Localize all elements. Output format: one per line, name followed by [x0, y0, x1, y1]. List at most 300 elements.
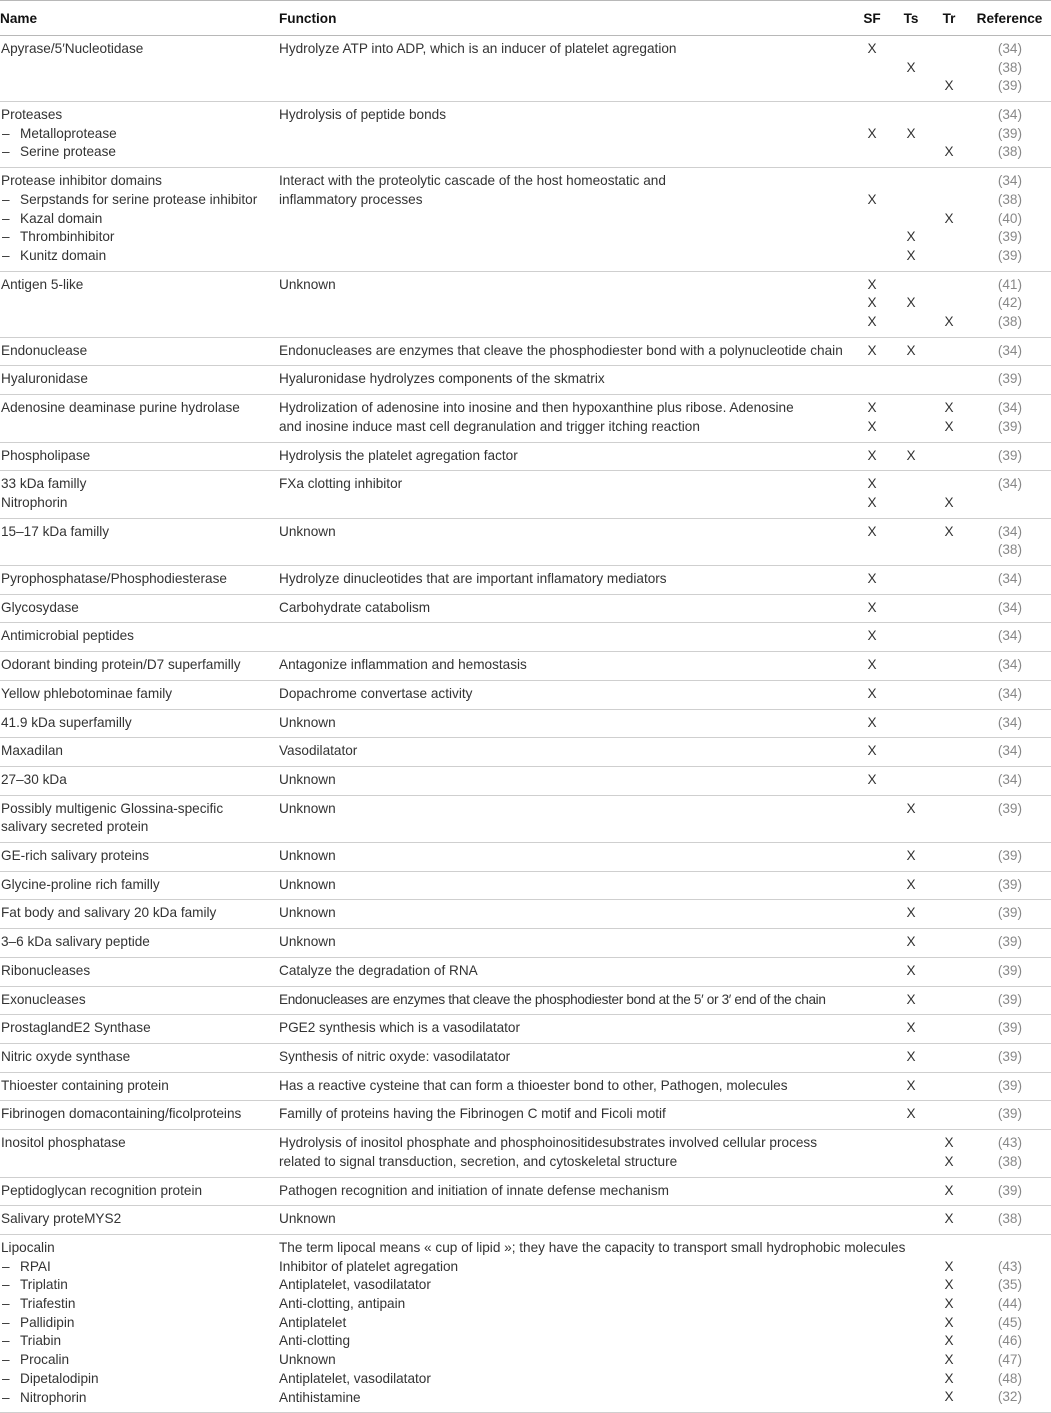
- cell-name: [0, 709, 279, 738]
- tr-mark: X: [944, 314, 954, 330]
- cell-ts: [892, 471, 930, 518]
- cell-ts: [892, 738, 930, 767]
- protein-name: Exonucleases: [1, 991, 86, 1007]
- ts-mark: [892, 627, 930, 646]
- cell-tr: [930, 518, 968, 565]
- cell-tr: [930, 442, 968, 471]
- name-line: [1, 656, 279, 675]
- cell-ts: [892, 337, 930, 366]
- sf-mark: [852, 1134, 892, 1153]
- reference-citation: (38): [997, 314, 1022, 330]
- protein-name: Pyrophosphatase/Phosphodiesterase: [1, 571, 227, 587]
- function-line: Unknown: [279, 276, 336, 292]
- tr-mark: X: [944, 1295, 954, 1311]
- cell-tr: [930, 395, 968, 442]
- cell-reference: [968, 986, 1051, 1015]
- function-line: Antihistamine: [279, 1389, 361, 1405]
- cell-function: [279, 594, 852, 623]
- cell-function: [279, 766, 852, 795]
- tr-mark: [930, 228, 968, 247]
- sf-mark: [852, 228, 892, 247]
- name-line: [1, 771, 279, 790]
- tr-mark: [930, 541, 968, 560]
- reference-citation: (39): [997, 371, 1022, 387]
- table-row: [0, 900, 1051, 929]
- name-line: [1, 1258, 279, 1277]
- table-row: [0, 1044, 1051, 1073]
- ts-mark: [892, 1276, 930, 1295]
- protein-name: Apyrase/5′Nucleotidase: [1, 41, 144, 56]
- reference-citation: (43): [997, 1258, 1022, 1274]
- function-line: Anti-clotting, antipain: [279, 1296, 406, 1312]
- tr-mark: [930, 800, 968, 819]
- table-row: [0, 986, 1051, 1015]
- cell-name: [0, 395, 279, 442]
- cell-tr: [930, 36, 968, 102]
- cell-tr: [930, 271, 968, 337]
- cell-reference: [968, 471, 1051, 518]
- tr-mark: [930, 904, 968, 923]
- tr-mark: [930, 40, 968, 59]
- sf-mark: [852, 1153, 892, 1172]
- cell-sf: [852, 738, 892, 767]
- protein-name: Nitrophorin: [1, 494, 68, 510]
- function-line: Unknown: [279, 876, 336, 892]
- cell-sf: [852, 929, 892, 958]
- tr-mark: [930, 876, 968, 895]
- protein-name: Maxadilan: [1, 743, 63, 759]
- table-row: [0, 518, 1051, 565]
- function-line: Antiplatelet, vasodilatator: [279, 1370, 431, 1386]
- cell-reference: [968, 1234, 1051, 1412]
- name-line: [1, 228, 279, 247]
- tr-mark: X: [944, 210, 954, 226]
- ts-mark: X: [906, 1106, 916, 1122]
- function-line: Hydrolysis the platelet agregation factor: [279, 447, 518, 463]
- sf-mark: X: [867, 276, 877, 292]
- sf-mark: [852, 1182, 892, 1201]
- tr-mark: [930, 685, 968, 704]
- sf-mark: [852, 1351, 892, 1370]
- function-line: Unknown: [279, 523, 336, 539]
- sf-mark: [852, 1370, 892, 1389]
- sub-item-name: Thrombinhibitor: [20, 229, 115, 245]
- table-row: [0, 1072, 1051, 1101]
- sub-item-name: Procalin: [20, 1352, 70, 1368]
- cell-reference: [968, 36, 1051, 102]
- reference-citation: (38): [997, 191, 1022, 207]
- cell-tr: [930, 843, 968, 872]
- ts-mark: [892, 523, 930, 542]
- tr-mark: X: [944, 144, 954, 160]
- name-line: [1, 876, 279, 895]
- cell-name: [0, 843, 279, 872]
- reference-citation: (34): [997, 107, 1022, 123]
- cell-function: [279, 795, 852, 842]
- tr-mark: [930, 125, 968, 144]
- cell-ts: [892, 395, 930, 442]
- name-line: [1, 370, 279, 389]
- ts-mark: [892, 1258, 930, 1277]
- sf-mark: [852, 1105, 892, 1124]
- cell-sf: [852, 271, 892, 337]
- table-row: [0, 271, 1051, 337]
- cell-name: [0, 738, 279, 767]
- cell-function: [279, 680, 852, 709]
- cell-name: [0, 929, 279, 958]
- ts-mark: X: [906, 1077, 916, 1093]
- ts-mark: [892, 1388, 930, 1407]
- list-dash: –: [2, 1258, 10, 1274]
- table-row: [0, 102, 1051, 168]
- reference-citation: (38): [997, 1211, 1022, 1227]
- list-dash: –: [2, 125, 10, 141]
- table-row: [0, 738, 1051, 767]
- tr-mark: [930, 475, 968, 494]
- sf-mark: [852, 933, 892, 952]
- name-line: [1, 1077, 279, 1096]
- reference-citation: (34): [997, 173, 1022, 189]
- cell-sf: [852, 518, 892, 565]
- reference-citation: (39): [997, 418, 1022, 434]
- reference-citation: (34): [997, 523, 1022, 539]
- cell-sf: [852, 652, 892, 681]
- cell-ts: [892, 36, 930, 102]
- tr-mark: [930, 342, 968, 361]
- ts-mark: [892, 742, 930, 761]
- cell-tr: [930, 709, 968, 738]
- cell-name: [0, 652, 279, 681]
- table-row: [0, 623, 1051, 652]
- function-line: FXa clotting inhibitor: [279, 476, 403, 492]
- cell-function: [279, 652, 852, 681]
- ts-mark: [892, 1370, 930, 1389]
- table-row: [0, 594, 1051, 623]
- ts-mark: [892, 685, 930, 704]
- ts-mark: [892, 541, 930, 560]
- sf-mark: X: [867, 295, 877, 311]
- protein-name: Yellow phlebotominae family: [1, 685, 173, 701]
- cell-ts: [892, 1206, 930, 1235]
- cell-tr: [930, 1101, 968, 1130]
- ts-mark: X: [906, 905, 916, 921]
- cell-name: [0, 518, 279, 565]
- cell-sf: [852, 366, 892, 395]
- table-row: [0, 1130, 1051, 1177]
- reference-citation: (47): [997, 1352, 1022, 1368]
- cell-name: [0, 471, 279, 518]
- sf-mark: X: [867, 571, 877, 587]
- reference-citation: (34): [997, 342, 1022, 358]
- tr-mark: [930, 656, 968, 675]
- protein-name: Odorant binding protein/D7 superfamilly: [1, 657, 241, 673]
- cell-reference: [968, 366, 1051, 395]
- cell-tr: [930, 168, 968, 272]
- cell-sf: [852, 1177, 892, 1206]
- function-line: The term lipocal means « cup of lipid »; they have the capacity to transport small hydrophobic molecules: [279, 1239, 906, 1255]
- sf-mark: X: [867, 191, 877, 207]
- table-row: [0, 929, 1051, 958]
- table-row: [0, 1177, 1051, 1206]
- list-dash: –: [2, 229, 10, 245]
- tr-mark: X: [944, 78, 954, 94]
- cell-name: [0, 366, 279, 395]
- list-dash: –: [2, 1370, 10, 1386]
- cell-function: [279, 738, 852, 767]
- protein-name: Peptidoglycan recognition protein: [1, 1182, 203, 1198]
- cell-function: [279, 709, 852, 738]
- table-row: [0, 471, 1051, 518]
- tr-mark: [930, 247, 968, 266]
- sub-item-name: Kazal domain: [20, 210, 103, 226]
- sf-mark: [852, 1077, 892, 1096]
- sf-mark: [852, 172, 892, 191]
- tr-mark: X: [944, 1182, 954, 1198]
- tr-mark: X: [944, 1389, 954, 1405]
- cell-reference: [968, 766, 1051, 795]
- sf-mark: X: [867, 314, 877, 330]
- name-line: [1, 247, 279, 266]
- ts-mark: X: [906, 447, 916, 463]
- function-line: Antagonize inflammation and hemostasis: [279, 657, 527, 673]
- cell-function: [279, 1234, 906, 1412]
- cell-function: [279, 1072, 852, 1101]
- cell-reference: [968, 1072, 1051, 1101]
- name-line: [1, 40, 279, 59]
- cell-name: [0, 442, 279, 471]
- name-line: [1, 1370, 279, 1389]
- cell-name: [0, 1130, 279, 1177]
- protein-name: Thioester containing protein: [1, 1077, 169, 1093]
- cell-reference: [968, 442, 1051, 471]
- cell-tr: [930, 102, 968, 168]
- name-line: [1, 1389, 279, 1408]
- cell-ts: [892, 271, 930, 337]
- function-line: Inhibitor of platelet agregation: [279, 1258, 459, 1274]
- name-line: [1, 1276, 279, 1295]
- ts-mark: [892, 570, 930, 589]
- cell-ts: [892, 871, 930, 900]
- cell-sf: [852, 36, 892, 102]
- protein-name: Adenosine deaminase purine hydrolase: [1, 400, 240, 416]
- ts-mark: [892, 656, 930, 675]
- name-line: [1, 1332, 279, 1351]
- name-line: [1, 106, 279, 125]
- cell-ts: [892, 1130, 930, 1177]
- cell-ts: [892, 900, 930, 929]
- ts-mark: X: [906, 876, 916, 892]
- sub-item-name: Nitrophorin: [20, 1389, 87, 1405]
- sf-mark: X: [867, 599, 877, 615]
- protein-name: Salivary proteMYS2: [1, 1211, 122, 1227]
- cell-sf: [852, 1072, 892, 1101]
- cell-ts: [892, 1015, 930, 1044]
- reference-citation: (45): [997, 1314, 1022, 1330]
- cell-ts: [892, 102, 930, 168]
- cell-tr: [930, 900, 968, 929]
- name-line: [1, 276, 279, 295]
- name-line: [1, 399, 279, 418]
- ts-mark: [892, 1351, 930, 1370]
- sf-mark: X: [867, 657, 877, 673]
- function-line: Hydrolyze dinucleotides that are important inflamatory mediators: [279, 571, 667, 587]
- cell-reference: [968, 680, 1051, 709]
- name-line: [1, 962, 279, 981]
- protein-name: 15–17 kDa familly: [1, 523, 110, 539]
- function-line: related to signal transduction, secretion, and cytoskeletal structure: [279, 1153, 678, 1169]
- tr-mark: X: [944, 418, 954, 434]
- reference-citation: (38): [997, 144, 1022, 160]
- ts-mark: [892, 714, 930, 733]
- cell-reference: [968, 871, 1051, 900]
- tr-mark: X: [944, 523, 954, 539]
- ts-mark: X: [906, 59, 916, 75]
- reference-citation: (39): [997, 934, 1022, 950]
- cell-tr: [930, 471, 968, 518]
- ts-mark: X: [906, 247, 916, 263]
- list-dash: –: [2, 191, 10, 207]
- cell-ts: [892, 929, 930, 958]
- tr-mark: X: [944, 1258, 954, 1274]
- table-row: [0, 795, 1051, 842]
- tr-mark: X: [944, 1135, 954, 1151]
- sub-item-name: Metalloprotease: [20, 125, 117, 141]
- sf-mark: X: [867, 714, 877, 730]
- cell-function: [279, 36, 852, 102]
- sub-item-name: Dipetalodipin: [20, 1370, 99, 1386]
- cell-tr: [930, 738, 968, 767]
- table-row: [0, 680, 1051, 709]
- ts-mark: [892, 276, 930, 295]
- reference-citation: (38): [997, 542, 1022, 558]
- table-row: [0, 566, 1051, 595]
- cell-function: [279, 102, 852, 168]
- sf-mark: [852, 1019, 892, 1038]
- cell-name: [0, 36, 279, 102]
- protein-name: Endonuclease: [1, 342, 88, 358]
- function-line: Hyaluronidase hydrolyzes components of the skmatrix: [279, 371, 605, 387]
- sf-mark: [852, 991, 892, 1010]
- ts-mark: [892, 313, 930, 332]
- protein-name: Ribonucleases: [1, 962, 91, 978]
- cell-reference: [968, 518, 1051, 565]
- protein-name: Possibly multigenic Glossina-specific: [1, 800, 224, 816]
- cell-name: [0, 1101, 279, 1130]
- reference-citation: (44): [997, 1295, 1022, 1311]
- table-row: [0, 337, 1051, 366]
- cell-ts: [892, 518, 930, 565]
- column-header-name: Name: [0, 10, 38, 26]
- ts-mark: [892, 494, 930, 513]
- cell-tr: [930, 1206, 968, 1235]
- cell-ts: [892, 1044, 930, 1073]
- protein-name: Fibrinogen domacontaining/ficolproteins: [1, 1106, 242, 1122]
- cell-reference: [968, 102, 1051, 168]
- function-line: Synthesis of nitric oxyde: vasodilatator: [279, 1049, 511, 1064]
- sf-mark: [852, 1295, 892, 1314]
- function-line: Antiplatelet, vasodilatator: [279, 1277, 431, 1293]
- sf-mark: X: [867, 523, 877, 539]
- protein-name: Fat body and salivary 20 kDa family: [1, 905, 217, 921]
- cell-function: [279, 900, 852, 929]
- table-row: [0, 366, 1051, 395]
- function-line: Unknown: [279, 800, 336, 816]
- column-header-function: Function: [279, 10, 337, 26]
- tr-mark: [930, 1239, 968, 1258]
- reference-citation: (39): [997, 1077, 1022, 1093]
- function-line: Antiplatelet: [279, 1314, 347, 1330]
- table-row: [0, 1206, 1051, 1235]
- tr-mark: [930, 1077, 968, 1096]
- cell-tr: [930, 594, 968, 623]
- tr-mark: [930, 1105, 968, 1124]
- ts-mark: X: [906, 342, 916, 358]
- cell-ts: [892, 168, 930, 272]
- cell-function: [279, 986, 852, 1015]
- cell-ts: [892, 1234, 930, 1412]
- protein-name: Nitric oxyde synthase: [1, 1049, 131, 1064]
- cell-tr: [930, 957, 968, 986]
- cell-function: [279, 1130, 852, 1177]
- cell-name: [0, 594, 279, 623]
- tr-mark: [930, 714, 968, 733]
- cell-ts: [892, 366, 930, 395]
- tr-mark: [930, 933, 968, 952]
- ts-mark: [892, 599, 930, 618]
- cell-reference: [968, 795, 1051, 842]
- cell-reference: [968, 395, 1051, 442]
- reference-citation: (34): [997, 657, 1022, 673]
- cell-function: [279, 471, 852, 518]
- cell-reference: [968, 738, 1051, 767]
- function-line: Unknown: [279, 771, 336, 787]
- name-line: [1, 494, 279, 513]
- function-line: Endonucleases are enzymes that cleave the phosphodiester bond at the 5′ or 3′ end of the chain: [279, 991, 826, 1007]
- cell-name: [0, 766, 279, 795]
- list-dash: –: [2, 144, 10, 160]
- function-line: Dopachrome convertase activity: [279, 685, 473, 701]
- function-line: Unknown: [279, 714, 336, 730]
- list-dash: –: [2, 1296, 10, 1312]
- ts-mark: X: [906, 229, 916, 245]
- cell-function: [279, 871, 852, 900]
- cell-ts: [892, 1072, 930, 1101]
- cell-name: [0, 102, 279, 168]
- reference-citation: (39): [997, 247, 1022, 263]
- reference-citation: (38): [997, 1153, 1022, 1169]
- sf-mark: X: [867, 494, 877, 510]
- cell-ts: [892, 795, 930, 842]
- sf-mark: [852, 106, 892, 125]
- cell-reference: [968, 900, 1051, 929]
- cell-name: [0, 337, 279, 366]
- sf-mark: [852, 59, 892, 78]
- reference-citation: (39): [997, 125, 1022, 141]
- cell-sf: [852, 795, 892, 842]
- reference-citation: (39): [997, 1182, 1022, 1198]
- function-line: Hydrolyze ATP into ADP, which is an inducer of platelet agregation: [279, 41, 677, 56]
- cell-tr: [930, 1044, 968, 1073]
- reference-citation: (39): [997, 876, 1022, 892]
- function-line: Has a reactive cysteine that can form a thioester bond to other, Pathogen, molecules: [279, 1077, 788, 1093]
- list-dash: –: [2, 1333, 10, 1349]
- cell-ts: [892, 680, 930, 709]
- reference-citation: (34): [997, 571, 1022, 587]
- table-row: [0, 957, 1051, 986]
- name-line: [1, 933, 279, 952]
- cell-function: [279, 929, 852, 958]
- cell-ts: [892, 1101, 930, 1130]
